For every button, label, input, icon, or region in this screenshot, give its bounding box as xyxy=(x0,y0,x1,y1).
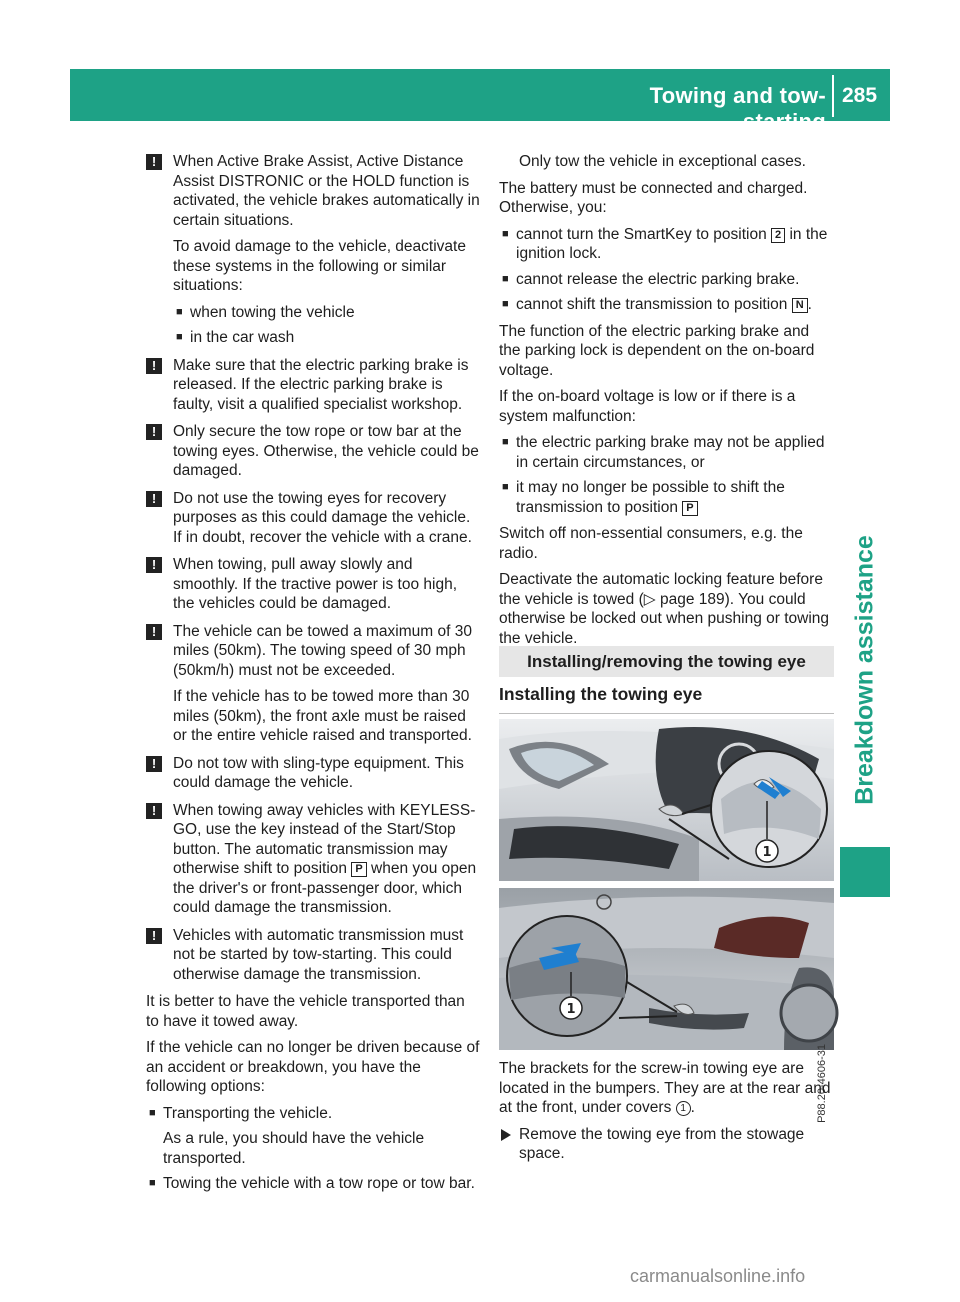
bullet-icon: ■ xyxy=(502,298,509,310)
bullet-icon: ■ xyxy=(502,436,509,448)
note-text: Make sure that the electric parking brake is released. If the electric parking brake is faulty, visit a qualified specialist workshop. xyxy=(173,356,469,413)
note-text: The vehicle can be towed a maximum of 30 miles (50km). The towing speed of 30 mph (50km/h) must not be exceeded. xyxy=(173,622,472,679)
body-paragraph: It is better to have the vehicle transported than to have it towed away. xyxy=(146,993,465,1030)
warning-note xyxy=(146,555,481,614)
gear-position-p-icon: P xyxy=(351,862,366,877)
note-text: Only secure the tow rope or tow bar at the towing eyes. Otherwise, the vehicle could be damaged. xyxy=(173,423,479,479)
right-column xyxy=(499,152,834,655)
callout-1-label: 1 xyxy=(762,845,772,860)
note-text: Do not use the towing eyes for recovery purposes as this could damage the vehicle. If in doubt, recover the vehicle with a crane. xyxy=(173,489,472,546)
warning-note xyxy=(146,926,481,985)
bullet-list xyxy=(173,303,481,348)
warning-icon: ! xyxy=(146,557,162,573)
list-subtext: As a rule, you should have the vehicle transported. xyxy=(163,1130,425,1167)
note-text: When Active Brake Assist, Active Distance Assist DISTRONIC or the HOLD function is activated, the vehicle brakes automatically in certain situations. xyxy=(173,153,480,229)
rear-bumper-illustration xyxy=(499,888,834,1050)
list-item: ■ cannot turn the SmartKey to position 2 in the ignition lock. xyxy=(502,225,828,262)
note-text: To avoid damage to the vehicle, deactivate these systems in the following or similar situations: xyxy=(173,238,466,294)
note-text: Do not tow with sling-type equipment. This could damage the vehicle. xyxy=(173,754,464,791)
warning-note xyxy=(146,754,481,793)
note-text: When towing away vehicles with KEYLESS-GO, use the key instead of the Start/Stop button. The automatic transmission may otherwise shift to position P when you open the driver's or front-passenger door, which could damage the transmission. xyxy=(173,801,477,916)
body-paragraph: If the on-board voltage is low or if there is a system malfunction: xyxy=(499,388,796,425)
list-item: ■ Towing the vehicle with a tow rope or tow bar. xyxy=(149,1175,475,1192)
bullet-icon: ■ xyxy=(176,331,183,343)
bullet-list xyxy=(499,225,834,315)
warning-icon: ! xyxy=(146,624,162,640)
warning-note xyxy=(146,356,481,415)
warning-note xyxy=(146,622,481,746)
left-column xyxy=(146,152,481,1201)
bullet-icon: ■ xyxy=(502,272,509,285)
callout-1-icon: 1 xyxy=(676,1101,691,1116)
front-bumper-photo xyxy=(499,719,834,881)
list-item: ■ when towing the vehicle xyxy=(176,303,355,321)
list-item: ■ in the car wash xyxy=(176,329,295,346)
body-paragraph: The brackets for the screw-in towing eye are located in the bumpers. They are at the rear and at the front, under covers 1 . xyxy=(499,1060,831,1116)
warning-icon: ! xyxy=(146,358,162,374)
warning-icon: ! xyxy=(146,491,162,507)
body-paragraph: If the vehicle can no longer be driven because of an accident or breakdown, you have the following options: xyxy=(146,1039,480,1095)
gear-position-n-icon: N xyxy=(792,298,808,313)
bullet-list xyxy=(499,433,834,517)
step-arrow-icon xyxy=(501,1129,511,1141)
bullet-icon: ■ xyxy=(176,305,183,318)
warning-icon: ! xyxy=(146,756,162,772)
warning-note xyxy=(146,801,481,918)
page-number: 285 xyxy=(842,84,878,107)
bullet-icon: ■ xyxy=(149,1106,156,1119)
list-item: ■ Transporting the vehicle. As a rule, you should have the vehicle transported. xyxy=(146,1104,481,1169)
section-heading: Installing/removing the towing eye xyxy=(499,646,834,677)
after-image-text xyxy=(499,1059,834,1164)
body-paragraph: Only tow the vehicle in exceptional cases. xyxy=(519,153,806,170)
instruction-step: Remove the towing eye from the stowage space. xyxy=(499,1125,834,1164)
warning-icon: ! xyxy=(146,154,162,170)
warning-note xyxy=(146,422,481,481)
key-position-2-icon: 2 xyxy=(771,228,785,243)
body-paragraph: Deactivate the automatic locking feature before the vehicle is towed (▷ page 189). You could otherwise be locked out when pushing or towing the vehicle. xyxy=(499,571,830,647)
warning-note xyxy=(146,152,481,348)
header-divider xyxy=(832,75,834,117)
options-list xyxy=(146,1104,481,1194)
warning-icon: ! xyxy=(146,424,162,440)
list-item: ■ cannot release the electric parking brake. xyxy=(502,270,800,288)
front-bumper-illustration xyxy=(499,719,834,881)
chapter-label: Breakdown assistance xyxy=(850,535,879,805)
subsection-heading: Installing the towing eye xyxy=(499,684,834,714)
note-text: Vehicles with automatic transmission must not be started by tow-starting. This could otherwise damage the transmission. xyxy=(173,926,464,983)
body-paragraph: The battery must be connected and charged. Otherwise, you: xyxy=(499,179,808,216)
list-item: ■ it may no longer be possible to shift the transmission to position P xyxy=(502,479,785,516)
callout-1-label: 1 xyxy=(566,1002,576,1017)
chapter-side-tab xyxy=(840,525,890,815)
body-paragraph: Switch off non-essential consumers, e.g. the radio. xyxy=(499,525,803,562)
list-item: ■ cannot shift the transmission to position N . xyxy=(502,296,812,313)
bullet-icon: ■ xyxy=(502,481,509,493)
warning-note xyxy=(146,489,481,548)
page-title: Towing and tow-starting xyxy=(649,83,826,134)
bullet-icon: ■ xyxy=(502,227,509,240)
chapter-marker xyxy=(840,847,890,897)
warning-icon: ! xyxy=(146,928,162,944)
warning-icon: ! xyxy=(146,803,162,819)
image-reference: P88.20-4606-31 xyxy=(816,1044,828,1123)
note-text: When towing, pull away slowly and smoothly. If the tractive power is too high, the vehicles could be damaged. xyxy=(173,556,458,612)
watermark: carmanualsonline.info xyxy=(630,1266,806,1286)
gear-position-p-icon: P xyxy=(682,501,697,516)
list-item: ■ the electric parking brake may not be applied in certain circumstances, or xyxy=(502,434,825,471)
bullet-icon: ■ xyxy=(149,1177,156,1189)
body-paragraph: The function of the electric parking brake and the parking lock is dependent on the on-board voltage. xyxy=(499,322,815,379)
note-text: If the vehicle has to be towed more than 30 miles (50km), the front axle must be raised or the entire vehicle raised and transported. xyxy=(173,688,472,744)
